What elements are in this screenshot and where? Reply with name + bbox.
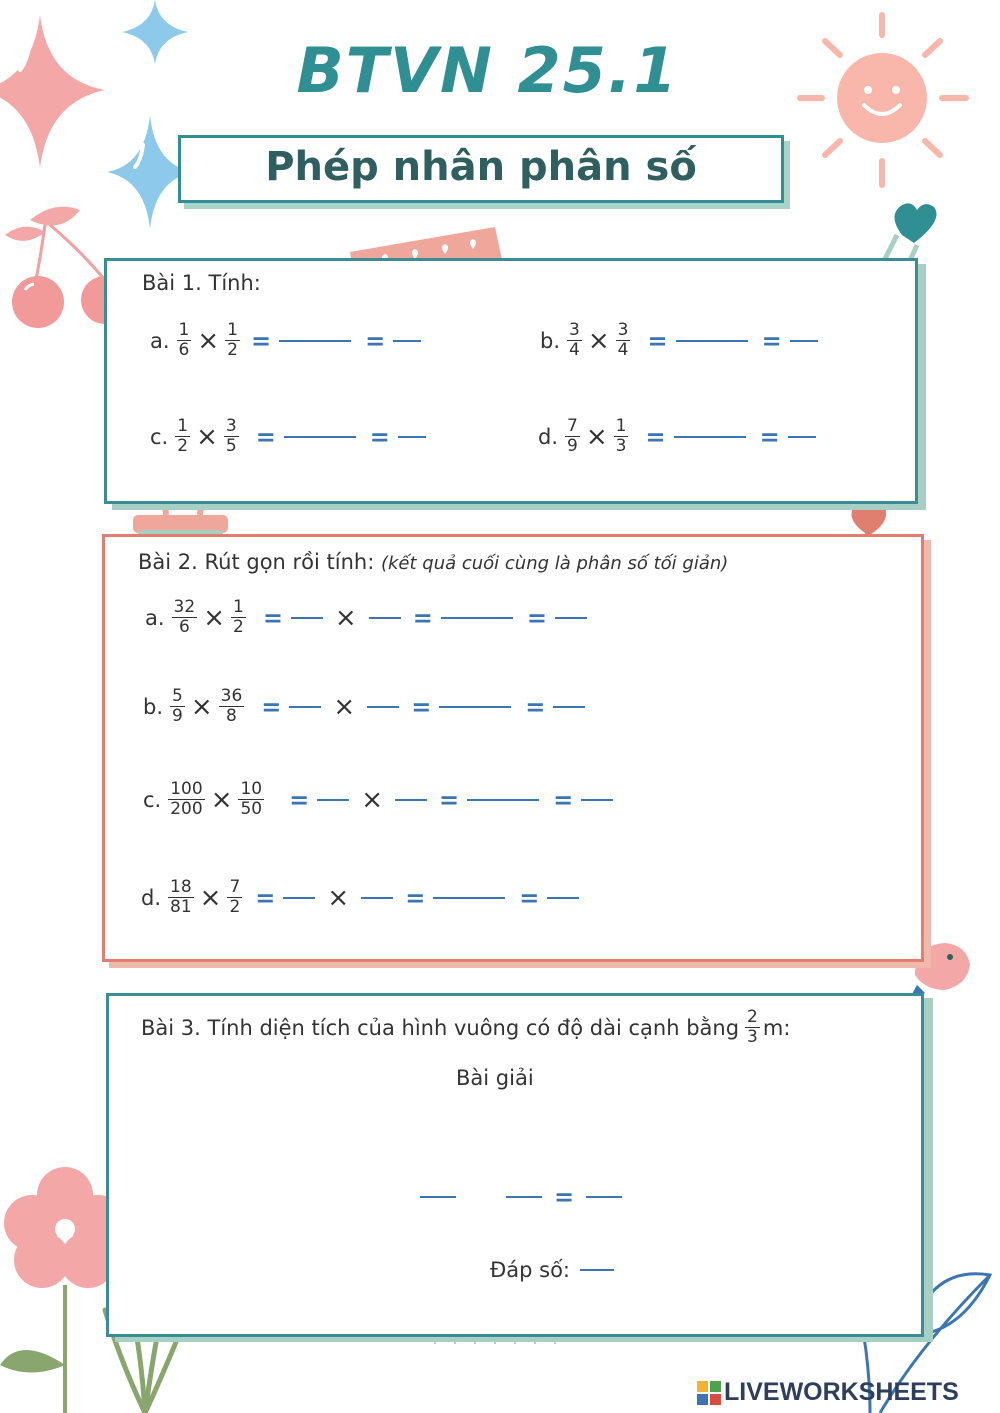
- equals-sign: =: [647, 326, 668, 355]
- page-subtitle: Phép nhân phân số: [265, 144, 697, 190]
- fraction: $\frac{3}{4}$: [617, 320, 629, 361]
- fraction: $\frac{3}{5}$: [225, 416, 237, 457]
- exercise-2-item-b: [143, 687, 585, 726]
- answer-label: Đáp số:: [490, 1258, 571, 1282]
- equals-sign: =: [262, 603, 283, 632]
- fraction: $\frac{1}{3}$: [615, 416, 627, 457]
- exercise-2-item-c: [143, 780, 613, 819]
- equals-sign: =: [526, 603, 547, 632]
- fraction: $\frac{3}{4}$: [569, 320, 580, 361]
- answer-blank[interactable]: [441, 617, 513, 619]
- times-sign: ×: [585, 421, 608, 452]
- fraction: $\frac{32}{6}$: [173, 597, 196, 638]
- times-sign: ×: [333, 691, 356, 722]
- answer-blank[interactable]: [420, 1196, 456, 1198]
- equals-sign: =: [405, 883, 426, 912]
- answer-blank[interactable]: [393, 340, 421, 342]
- item-label: c.: [143, 787, 162, 812]
- fraction: $\frac{7}{9}$: [567, 416, 578, 457]
- fraction: $\frac{36}{8}$: [220, 686, 243, 727]
- equals-sign: =: [255, 422, 276, 451]
- fraction: $\frac{1}{2}$: [177, 416, 189, 457]
- times-sign: ×: [361, 784, 384, 815]
- answer-blank[interactable]: [555, 617, 587, 619]
- answer-blank[interactable]: [361, 897, 393, 899]
- item-label: a.: [145, 605, 165, 630]
- unit-label: m:: [762, 1015, 791, 1040]
- solution-line: [420, 1183, 622, 1211]
- exercise-1-item-c: [150, 417, 426, 456]
- answer-blank[interactable]: [467, 799, 539, 801]
- answer-blank[interactable]: [433, 897, 505, 899]
- answer-blank[interactable]: [553, 706, 585, 708]
- equals-sign: =: [411, 692, 432, 721]
- exercise-2-item-d: [141, 878, 579, 917]
- fraction: $\frac{1}{2}$: [232, 597, 244, 638]
- equals-sign: =: [261, 692, 282, 721]
- item-label: d.: [538, 424, 559, 449]
- answer-blank[interactable]: [279, 340, 351, 342]
- liveworksheets-logo-icon: [697, 1381, 721, 1405]
- fraction: $\frac{100}{200}$: [170, 779, 203, 820]
- exercise-1-heading: Bài 1. Tính:: [142, 271, 261, 295]
- exercise-2-heading: [138, 550, 728, 574]
- times-sign: ×: [327, 882, 350, 913]
- equals-sign: =: [554, 1183, 575, 1211]
- answer-blank[interactable]: [547, 897, 579, 899]
- equals-sign: =: [525, 692, 546, 721]
- exercise-2-item-a: [145, 598, 587, 637]
- fraction: $\frac{10}{50}$: [240, 779, 263, 820]
- item-label: d.: [141, 885, 162, 910]
- times-sign: ×: [587, 325, 610, 356]
- item-label: b.: [540, 328, 561, 353]
- answer-blank[interactable]: [674, 436, 746, 438]
- answer-line: [490, 1258, 614, 1282]
- times-sign: ×: [334, 602, 357, 633]
- exercise-1-item-a: [150, 321, 421, 360]
- answer-blank[interactable]: [395, 799, 427, 801]
- equals-sign: =: [439, 785, 460, 814]
- equals-sign: =: [553, 785, 574, 814]
- answer-blank[interactable]: [291, 617, 323, 619]
- equals-sign: =: [251, 326, 272, 355]
- fraction: $\frac{1}{6}$: [178, 320, 190, 361]
- equals-sign: =: [761, 326, 782, 355]
- watermark-text: LIVEWORKSHEETS: [724, 1378, 959, 1406]
- answer-blank[interactable]: [439, 706, 511, 708]
- liveworksheets-logo: [697, 1378, 959, 1407]
- answer-blank[interactable]: [506, 1196, 542, 1198]
- side-length-fraction: $\frac{2}{3}$: [747, 1007, 758, 1048]
- answer-blank[interactable]: [398, 436, 426, 438]
- times-sign: ×: [190, 691, 213, 722]
- answer-blank[interactable]: [676, 340, 748, 342]
- answer-blank[interactable]: [790, 340, 818, 342]
- item-label: b.: [143, 694, 164, 719]
- times-sign: ×: [210, 784, 233, 815]
- equals-sign: =: [365, 326, 386, 355]
- exercise-3-heading: [141, 1008, 790, 1047]
- answer-blank[interactable]: [369, 617, 401, 619]
- solution-label: Bài giải: [456, 1066, 534, 1090]
- equals-sign: =: [369, 422, 390, 451]
- item-label: c.: [150, 424, 169, 449]
- answer-blank[interactable]: [581, 799, 613, 801]
- exercise-3-question: Bài 3. Tính diện tích của hình vuông có độ dài cạnh bằng: [141, 1015, 740, 1040]
- exercise-2-note: (kết quả cuối cùng là phân số tối giản): [380, 553, 729, 574]
- equals-sign: =: [289, 785, 310, 814]
- exercise-1-item-b: [540, 321, 818, 360]
- fraction: $\frac{7}{2}$: [229, 877, 241, 918]
- answer-blank[interactable]: [284, 436, 356, 438]
- page-title: BTVN 25.1: [296, 34, 679, 107]
- equals-sign: =: [645, 422, 666, 451]
- equals-sign: =: [412, 603, 433, 632]
- equals-sign: =: [255, 883, 276, 912]
- item-label: a.: [150, 328, 170, 353]
- exercise-2-title: Bài 2. Rút gọn rồi tính:: [138, 550, 375, 574]
- times-sign: ×: [197, 325, 220, 356]
- equals-sign: =: [759, 422, 780, 451]
- fraction: $\frac{1}{2}$: [227, 320, 238, 361]
- fraction: $\frac{18}{81}$: [170, 877, 192, 918]
- answer-blank[interactable]: [580, 1269, 614, 1271]
- answer-blank[interactable]: [788, 436, 816, 438]
- answer-blank[interactable]: [317, 799, 349, 801]
- times-sign: ×: [199, 882, 222, 913]
- fraction: $\frac{5}{9}$: [172, 686, 183, 727]
- answer-blank[interactable]: [289, 706, 321, 708]
- answer-blank[interactable]: [367, 706, 399, 708]
- exercise-1-item-d: [538, 417, 816, 456]
- times-sign: ×: [196, 421, 218, 452]
- answer-blank[interactable]: [586, 1196, 622, 1198]
- equals-sign: =: [519, 883, 540, 912]
- answer-blank[interactable]: [283, 897, 315, 899]
- times-sign: ×: [203, 602, 225, 633]
